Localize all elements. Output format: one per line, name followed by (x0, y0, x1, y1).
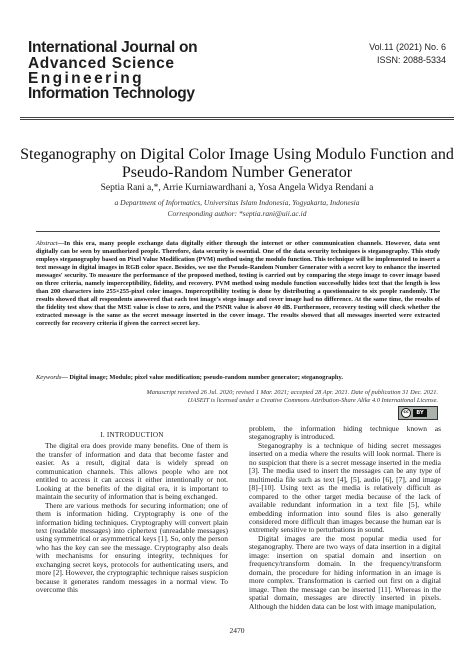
creative-commons-badge[interactable] (398, 406, 438, 420)
manuscript-dates: Manuscript received 26 Jul. 2020; revised 1 Mar. 2021; accepted 28 Apr. 2021. Date of publication 31 Dec. 2021. (146, 389, 438, 396)
body-paragraph: The digital era does provide many benefits. One of them is the transfer of information and data that become faster and easier. As a result, digital data is widely spread on communication channels. This allows people who are not entitled to access it can access it either intentionally or not. Looking at the benefits of the digital era, it is important to maintain the security of information that is being exchanged. (36, 441, 228, 502)
body-paragraph: There are various methods for securing information; one of them is information hiding. Cryptography is one of the information hiding techniques. Cryptography will convert plain text (readable messages) into ciphertext (unreadable messages) using symmetrical or asymmetrical keys [1]. So, only the person who has the key can see the message. Cryptography also deals with mechanisms for ensuring integrity, techniques for exchanging secret keys, protocols for authenticating users, and more [2]. However, the cryptographic technique raises suspicion because it generates random messages in a normal view. To overcome this (36, 500, 228, 595)
paper-affiliation: a Department of Informatics, Universitas Islam Indonesia, Yogyakarta, Indonesia (114, 198, 360, 207)
cc-icon: cc (401, 408, 411, 418)
journal-name-line4: Information Technology (28, 85, 195, 102)
body-column-right (249, 425, 441, 611)
paper-authors: Septia Rani a,*, Arrie Kurniawardhani a, Yosa Angela Widya Rendani a (100, 183, 374, 193)
header-rule-bottom (20, 119, 454, 120)
keywords-label: Keywords (36, 374, 62, 381)
journal-name-line2: Advanced Science (28, 55, 175, 72)
keywords-text: — Digital image; Modulo; pixel value modification; pseudo-random number generator; steganography. (61, 374, 343, 381)
journal-volume: Vol.11 (2021) No. 6 (369, 42, 446, 52)
section-heading-introduction: I. INTRODUCTION (100, 431, 164, 439)
journal-issn: ISSN: 2088-5334 (376, 55, 446, 65)
body-paragraph: problem, the information hiding technique known as steganography is introduced. (249, 424, 441, 442)
journal-meta (369, 41, 446, 67)
abstract-label: Abstract (36, 240, 58, 247)
abstract (36, 240, 440, 329)
journal-name (28, 40, 228, 101)
body-paragraph: Digital images are the most popular media used for steganography. There are two ways of data insertion in a digital image: insertion on spatial domain and insertion on frequency/transform domain. In the frequency/transform domain, the procedure for hiding information in an image is more complex. Transformation is carried out first on a digital image. Then the message can be inserted [11]. Whereas in the spatial domain, messages are directly inserted in pixels. Although the hidden data can be lost with image manipulation, (249, 533, 441, 611)
abstract-rule (36, 231, 440, 232)
body-column-left (36, 425, 228, 595)
header-rule-top (20, 117, 454, 118)
journal-name-line3: Engineering (28, 70, 144, 87)
page-number: 2470 (229, 626, 245, 635)
paper-title: Steganography on Digital Color Image Using Modulo Function and Pseudo-Random Number Generator (20, 146, 454, 181)
license-text: IJASEIT is licensed under a Creative Commons Attribution-Share Alike 4.0 International License. (187, 397, 438, 404)
by-icon: BY (413, 409, 427, 417)
abstract-text: —In this era, many people exchange data digitally either through the internet or other communication channels. However, data sent digitally can be seen by unauthorized people. Therefore, data security is essential. One of the data security techniques is steganography. This study employs steganography based on Pixel Value Modification (PVM) method using the modulo function. This technique will be implemented to insert a text message in digital images in RGB color space. Besides, we use the Pseudo-Random Number Generator with a secret key to enhance the inserted messages' security. To measure the performance of the proposed method, testing is carried out by comparing the stego image to cover image based on three criteria, namely imperceptibility, fidelity, and recovery. PVM method using modulo function successfully hides text that the length is less than 200 characters into 255×255-pixel color images. Imperceptibility testing is done by distributing a questionnaire to six people randomly. The results showed that all respondents answered that each test image's stego image and cover image had no difference. At the same time, the results of the fidelity test show that the MSE value is close to zero, and the PSNR value is above 40 dB. Furthermore, recovery testing will check whether the extracted message is the same as the secret message inserted in the cover image. The results showed that all messages inserted were extracted correctly for recovery criteria if given the correct secret key. (36, 240, 440, 328)
corresponding-author: Corresponding author: *septia.rani@uii.ac.id (167, 209, 307, 218)
body-paragraph: Steganography is a technique of hiding secret messages inserted on a media where the results will look normal. There is no suspicion that there is a secret message inserted in the media [3]. The media used to insert the messages can be any type of multimedia file such as text [4], [5], audio [6], [7], and image [8]–[10]. Using text as the media is relatively difficult as compared to the other target media because of the lack of available redundant information in a text file [5], while embedding information into sound files is also generally considered more difficult than images because the human ear is extremely sensitive to perturbations in sound. (249, 440, 441, 535)
keywords (36, 374, 440, 382)
journal-name-line1: International Journal on (28, 39, 198, 56)
